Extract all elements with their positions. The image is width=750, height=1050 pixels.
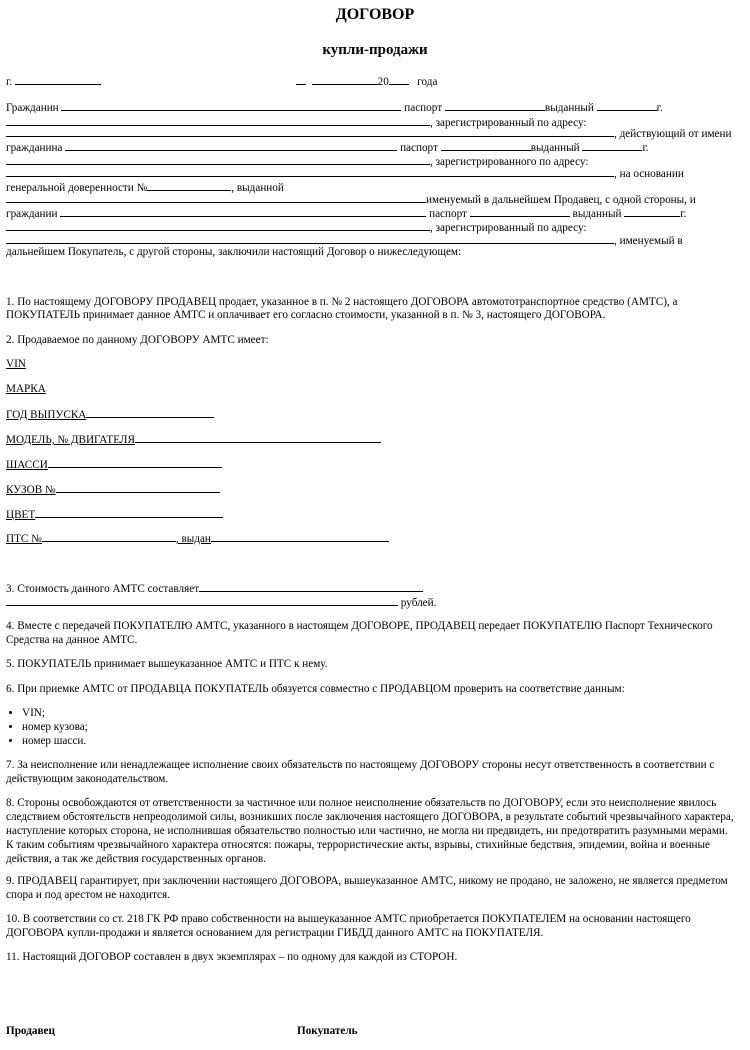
- chassis-blank[interactable]: [48, 457, 222, 468]
- poa-line: генеральной доверенности № , выданной: [6, 182, 284, 194]
- field-chassis: ШАССИ: [6, 457, 222, 472]
- field-vin: VIN: [6, 358, 26, 370]
- clause-4: 4. Вместе с передачей ПОКУПАТЕЛЮ АМТС, указанного в настоящем ДОГОВОРЕ, ПРОДАВЕЦ передает ПОКУПАТЕЛЮ Паспорт Технического Средства на данное АМТС.: [6, 620, 713, 646]
- body-blank[interactable]: [56, 482, 220, 493]
- list-item: • VIN;: [22, 706, 88, 720]
- principal-address-blank-2[interactable]: [6, 166, 614, 177]
- principal-passport-blank[interactable]: [441, 140, 531, 151]
- on-basis-line: , на основании: [6, 166, 684, 181]
- year-blank-field[interactable]: [86, 407, 214, 418]
- color-blank[interactable]: [35, 507, 223, 518]
- clause-1-line-1: 1. По настоящему ДОГОВОРУ ПРОДАВЕЦ продает, указанное в п. № 2 настоящего ДОГОВОРА автомототранспортное средство (АМТС), а: [6, 296, 678, 308]
- buyer-passport-blank[interactable]: [470, 206, 570, 217]
- field-year: ГОД ВЫПУСКА: [6, 407, 214, 422]
- principal-address-blank[interactable]: [6, 154, 430, 165]
- acting-line: , действующий от имени: [6, 126, 731, 141]
- pts-number-blank[interactable]: [42, 531, 176, 542]
- buyer-name-blank[interactable]: [60, 206, 426, 217]
- clause-2: 2. Продаваемое по данному ДОГОВОРУ АМТС имеет:: [6, 334, 269, 346]
- city-line: г.: [6, 74, 101, 89]
- seller-name-blank[interactable]: [61, 100, 401, 111]
- day-blank[interactable]: [296, 74, 306, 85]
- pts-issuer-blank[interactable]: [211, 531, 389, 542]
- field-pts: ПТС № , выдан: [6, 531, 389, 546]
- clause-9: 9. ПРОДАВЕЦ гарантирует, при заключении настоящего ДОГОВОРА, вышеуказанное АМТС, никому не продано, не заложено, не является предметом спора и под арестом не находится.: [6, 875, 728, 901]
- clause-3: 3. Стоимость данного АМТС составляет: [6, 581, 423, 596]
- list-item: • номер шасси.: [22, 734, 88, 748]
- clause-5: 5. ПОКУПАТЕЛЬ принимает вышеуказанное АМТС и ПТС к нему.: [6, 658, 328, 670]
- seller-signature-label: Продавец: [6, 1025, 55, 1037]
- seller-named-line: именуемый в дальнейшем Продавец, с одной стороны, и: [6, 192, 696, 207]
- buyer-named-cont: дальнейшем Покупатель, с другой стороны, заключили настоящий Договор о нижеследующем:: [6, 246, 462, 258]
- clause-1-line-2: ПОКУПАТЕЛЬ принимает данное АМТС и оплачивает его согласно стоимости, указанной в п. № 3, настоящего ДОГОВОРА.: [6, 309, 606, 321]
- principal-address-line: , зарегистрированного по адресу:: [6, 154, 589, 169]
- field-color: ЦВЕТ: [6, 507, 223, 522]
- seller-address-blank[interactable]: [6, 115, 430, 126]
- buyer-named-line: , именуемый в: [6, 233, 683, 248]
- clause-6: 6. При приемке АМТС от ПРОДАВЦА ПОКУПАТЕЛЬ обязуется совместно с ПРОДАВЦОМ проверить на соответствие данным:: [6, 683, 625, 695]
- clause-11: 11. Настоящий ДОГОВОР составлен в двух экземплярах – по одному для каждой из СТОРОН.: [6, 951, 458, 963]
- price-blank[interactable]: [199, 581, 423, 592]
- principal-name-blank[interactable]: [65, 140, 397, 151]
- list-item: • номер кузова;: [22, 720, 88, 734]
- clause-6-list: [6, 706, 88, 748]
- document-title: ДОГОВОР: [335, 6, 415, 23]
- month-blank[interactable]: [312, 74, 378, 85]
- clause-8: 8. Стороны освобождаются от ответственности за частичное или полное неисполнение обязательств по ДОГОВОРУ, если это неисполнение явилось следствием обстоятельств непреодолимой силы, возникших после заключения настоящего ДОГОВОРА, в результате событий чрезвычайного характера, наступление которых сторона, не исполнившая обязательство полностью или частично, не могла ни предвидеть, ни предотвратить разумными мерами. К таким событиям чрезвычайного характера относятся: пожары, террористические акты, взрывы, стихийные бедствия, эпидемии, война и военные действия, а так же действия государственных органов.: [6, 797, 734, 865]
- buyer-citizen-line: граждании паспорт выданный г.: [6, 208, 687, 220]
- principal-passport-date-blank[interactable]: [582, 140, 642, 151]
- field-make: МАРКА: [6, 383, 46, 395]
- buyer-address-blank-2[interactable]: [6, 233, 614, 244]
- seller-passport-date-blank[interactable]: [597, 100, 657, 111]
- buyer-address-blank[interactable]: [6, 220, 430, 231]
- buyer-address-line: , зарегистрированный по адресу:: [6, 220, 587, 235]
- poa-issuer-blank[interactable]: [6, 192, 426, 203]
- field-model: МОДЕЛЬ, № ДВИГАТЕЛЯ: [6, 432, 381, 447]
- city-blank[interactable]: [15, 74, 101, 85]
- clause-10: 10. В соответствии со ст. 218 ГК РФ право собственности на вышеуказанное АМТС приобретается ПОКУПАТЕЛЕМ на основании настоящего ДОГОВОРА купли-продажи и является основанием для регистрации ГИБДД данного АМТС на ПОКУПАТЕЛЯ.: [6, 913, 691, 939]
- seller-passport-blank[interactable]: [445, 100, 545, 111]
- seller-citizen-line: Гражданин паспорт выданный г.: [6, 102, 663, 114]
- poa-number-blank[interactable]: [147, 180, 231, 191]
- buyer-passport-date-blank[interactable]: [624, 206, 680, 217]
- clause-7: 7. За неисполнение или ненадлежащее исполнение своих обязательств по настоящему ДОГОВОРУ стороны несут ответственность в соответствии с действующим законодательством.: [6, 759, 715, 785]
- field-body: КУЗОВ №: [6, 482, 220, 497]
- seller-address-line: , зарегистрированный по адресу:: [6, 115, 587, 130]
- document-subtitle: купли-продажи: [322, 42, 428, 58]
- buyer-signature-label: Покупатель: [297, 1025, 358, 1037]
- seller-address-blank-2[interactable]: [6, 126, 614, 137]
- year-blank[interactable]: [389, 74, 409, 85]
- model-blank[interactable]: [135, 432, 381, 443]
- date-line: 20 года: [296, 74, 437, 89]
- principal-line: гражданина паспорт выданный г.: [6, 142, 649, 154]
- price-words-blank[interactable]: [6, 595, 398, 606]
- clause-3-rub: рублей.: [6, 595, 436, 610]
